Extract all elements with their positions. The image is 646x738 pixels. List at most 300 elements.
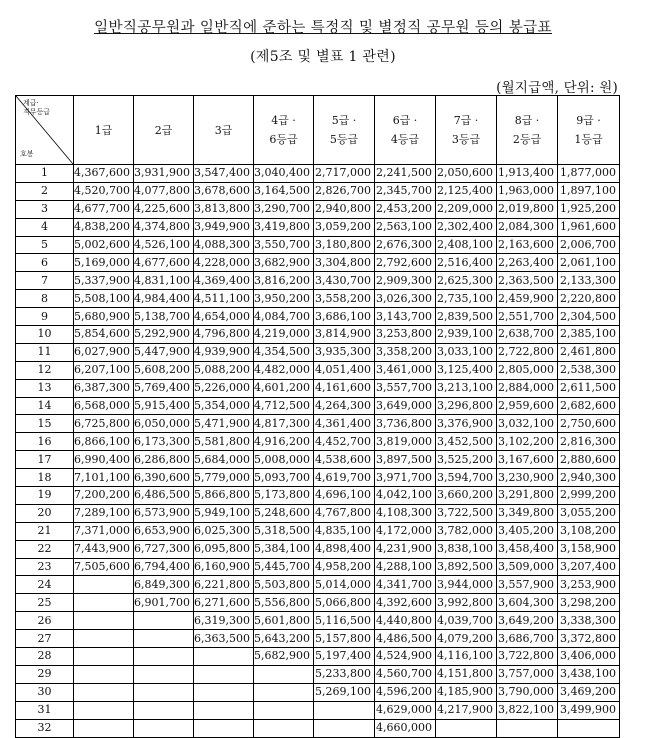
table-row <box>16 469 620 487</box>
table-row <box>16 343 620 361</box>
salary-cell: 5,866,800 <box>194 487 254 505</box>
salary-cell: 3,757,000 <box>497 665 558 683</box>
salary-cell: 2,061,100 <box>558 254 620 272</box>
salary-cell: 3,143,700 <box>375 308 436 326</box>
salary-cell: 3,338,300 <box>558 612 620 630</box>
salary-cell: 6,990,400 <box>74 451 134 469</box>
salary-cell: 4,392,600 <box>375 594 436 612</box>
salary-cell: 3,430,700 <box>314 272 375 290</box>
salary-cell: 3,557,700 <box>375 379 436 397</box>
step-number: 17 <box>16 451 74 469</box>
salary-cell: 3,557,900 <box>497 576 558 594</box>
salary-cell: 4,958,200 <box>314 558 375 576</box>
salary-cell: 4,796,800 <box>194 326 254 344</box>
step-number: 4 <box>16 218 74 236</box>
salary-cell: 2,163,600 <box>497 236 558 254</box>
step-number: 14 <box>16 397 74 415</box>
step-number: 20 <box>16 504 74 522</box>
salary-cell: 6,160,900 <box>194 558 254 576</box>
salary-cell: 2,940,800 <box>314 200 375 218</box>
salary-cell <box>74 630 134 648</box>
salary-cell: 6,387,300 <box>74 379 134 397</box>
table-row <box>16 719 620 737</box>
salary-cell: 4,084,700 <box>254 308 314 326</box>
salary-cell: 3,108,200 <box>558 522 620 540</box>
salary-cell: 3,897,500 <box>375 451 436 469</box>
salary-cell: 5,088,200 <box>194 361 254 379</box>
table-row <box>16 290 620 308</box>
salary-cell: 4,161,600 <box>314 379 375 397</box>
salary-cell: 2,792,600 <box>375 254 436 272</box>
step-number: 12 <box>16 361 74 379</box>
salary-cell: 2,263,400 <box>497 254 558 272</box>
salary-cell: 5,608,200 <box>134 361 194 379</box>
salary-cell: 4,042,100 <box>375 487 436 505</box>
salary-cell: 3,164,500 <box>254 182 314 200</box>
table-row <box>16 182 620 200</box>
salary-cell: 4,486,500 <box>375 630 436 648</box>
salary-cell: 4,482,000 <box>254 361 314 379</box>
step-number: 22 <box>16 540 74 558</box>
table-row <box>16 397 620 415</box>
salary-cell: 3,649,200 <box>497 612 558 630</box>
salary-cell <box>74 576 134 594</box>
corner-grade-label <box>23 99 50 117</box>
step-number: 30 <box>16 683 74 701</box>
salary-cell: 6,095,800 <box>194 540 254 558</box>
salary-cell: 4,367,600 <box>74 165 134 183</box>
step-number: 1 <box>16 165 74 183</box>
step-number: 32 <box>16 719 74 737</box>
salary-cell: 2,302,400 <box>436 218 497 236</box>
salary-cell: 4,538,600 <box>314 451 375 469</box>
salary-cell: 3,558,200 <box>314 290 375 308</box>
salary-cell: 4,219,000 <box>254 326 314 344</box>
salary-cell: 4,231,900 <box>375 540 436 558</box>
salary-cell: 2,805,000 <box>497 361 558 379</box>
salary-cell: 6,363,500 <box>194 630 254 648</box>
salary-cell: 7,200,200 <box>74 487 134 505</box>
salary-cell: 3,230,900 <box>497 469 558 487</box>
salary-cell: 2,884,000 <box>497 379 558 397</box>
salary-cell: 3,604,300 <box>497 594 558 612</box>
salary-cell: 2,408,100 <box>436 236 497 254</box>
page-title: 일반직공무원과 일반직에 준하는 특정직 및 별정직 공무원 등의 봉급표 <box>94 20 552 36</box>
step-number: 28 <box>16 648 74 666</box>
salary-cell: 2,735,100 <box>436 290 497 308</box>
salary-cell: 2,816,300 <box>558 433 620 451</box>
column-header-level: 2등급 <box>512 133 542 146</box>
salary-cell: 6,207,100 <box>74 361 134 379</box>
salary-cell: 5,248,600 <box>254 504 314 522</box>
table-row <box>16 487 620 505</box>
salary-cell: 6,319,300 <box>194 612 254 630</box>
salary-cell: 6,725,800 <box>74 415 134 433</box>
salary-cell: 3,790,000 <box>497 683 558 701</box>
salary-cell: 4,116,100 <box>436 648 497 666</box>
salary-cell: 3,838,100 <box>436 540 497 558</box>
salary-cell: 3,813,800 <box>194 200 254 218</box>
salary-cell: 4,361,400 <box>314 415 375 433</box>
corner-cell <box>16 96 74 165</box>
unit-note: (월지급액, 단위: 원) <box>496 80 618 96</box>
salary-cell: 5,233,800 <box>314 665 375 683</box>
step-number: 25 <box>16 594 74 612</box>
salary-cell: 3,822,100 <box>497 701 558 719</box>
step-number: 29 <box>16 665 74 683</box>
salary-cell: 4,264,300 <box>314 397 375 415</box>
salary-cell: 4,619,700 <box>314 469 375 487</box>
salary-cell: 2,999,200 <box>558 487 620 505</box>
step-number: 13 <box>16 379 74 397</box>
salary-cell: 4,898,400 <box>314 540 375 558</box>
step-number: 8 <box>16 290 74 308</box>
salary-cell: 5,008,000 <box>254 451 314 469</box>
salary-cell: 4,440,800 <box>375 612 436 630</box>
salary-cell: 3,944,000 <box>436 576 497 594</box>
salary-cell: 3,461,000 <box>375 361 436 379</box>
column-header-level: 6등급 <box>269 133 298 146</box>
salary-cell: 5,581,800 <box>194 433 254 451</box>
salary-cell: 3,180,800 <box>314 236 375 254</box>
salary-cell: 5,949,100 <box>194 504 254 522</box>
table-row <box>16 683 620 701</box>
salary-cell: 4,452,700 <box>314 433 375 451</box>
salary-cell: 1,963,000 <box>497 182 558 200</box>
salary-cell: 7,443,900 <box>74 540 134 558</box>
table-row <box>16 522 620 540</box>
table-row <box>16 648 620 666</box>
salary-cell: 5,779,000 <box>194 469 254 487</box>
salary-cell: 3,290,700 <box>254 200 314 218</box>
salary-cell: 5,643,200 <box>254 630 314 648</box>
salary-cell: 2,676,300 <box>375 236 436 254</box>
step-number: 18 <box>16 469 74 487</box>
salary-cell: 4,088,300 <box>194 236 254 254</box>
salary-cell: 2,050,600 <box>436 165 497 183</box>
salary-cell: 3,782,000 <box>436 522 497 540</box>
column-header <box>558 96 620 165</box>
step-number: 6 <box>16 254 74 272</box>
salary-cell: 3,419,800 <box>254 218 314 236</box>
salary-cell: 3,892,500 <box>436 558 497 576</box>
salary-cell: 6,901,700 <box>134 594 194 612</box>
column-header-grade: 4급 · <box>271 114 296 127</box>
salary-cell: 5,226,000 <box>194 379 254 397</box>
salary-cell: 4,108,300 <box>375 504 436 522</box>
step-number: 31 <box>16 701 74 719</box>
salary-cell: 4,939,900 <box>194 343 254 361</box>
salary-cell: 2,959,600 <box>497 397 558 415</box>
salary-cell: 6,173,300 <box>134 433 194 451</box>
salary-cell: 2,209,000 <box>436 200 497 218</box>
salary-cell: 3,207,400 <box>558 558 620 576</box>
salary-cell: 4,077,800 <box>134 182 194 200</box>
column-header <box>314 96 375 165</box>
column-header-grade: 5급 · <box>331 114 357 127</box>
salary-cell: 3,167,600 <box>497 451 558 469</box>
salary-cell: 3,405,200 <box>497 522 558 540</box>
salary-cell: 3,349,800 <box>497 504 558 522</box>
salary-cell: 2,125,400 <box>436 182 497 200</box>
salary-cell: 2,551,700 <box>497 308 558 326</box>
salary-cell: 3,213,100 <box>436 379 497 397</box>
salary-cell: 6,573,900 <box>134 504 194 522</box>
salary-cell: 5,854,600 <box>74 326 134 344</box>
header-row <box>16 96 620 165</box>
salary-cell: 1,925,200 <box>558 200 620 218</box>
salary-cell <box>254 665 314 683</box>
salary-cell: 4,654,000 <box>194 308 254 326</box>
salary-cell: 2,461,800 <box>558 343 620 361</box>
salary-cell <box>497 719 558 737</box>
salary-cell: 3,040,400 <box>254 165 314 183</box>
table-row <box>16 701 620 719</box>
step-number: 19 <box>16 487 74 505</box>
salary-cell: 3,026,300 <box>375 290 436 308</box>
salary-cell: 4,817,300 <box>254 415 314 433</box>
salary-cell: 6,286,800 <box>134 451 194 469</box>
step-number: 11 <box>16 343 74 361</box>
salary-cell: 3,816,200 <box>254 272 314 290</box>
salary-cell: 4,511,100 <box>194 290 254 308</box>
salary-table <box>15 95 620 738</box>
salary-cell: 3,550,700 <box>254 236 314 254</box>
salary-cell: 4,838,200 <box>74 218 134 236</box>
salary-cell: 4,369,400 <box>194 272 254 290</box>
salary-cell: 2,220,800 <box>558 290 620 308</box>
salary-cell: 5,680,900 <box>74 308 134 326</box>
salary-cell: 3,722,800 <box>497 648 558 666</box>
salary-cell: 2,006,700 <box>558 236 620 254</box>
salary-cell: 3,406,000 <box>558 648 620 666</box>
step-number: 23 <box>16 558 74 576</box>
salary-cell: 3,819,000 <box>375 433 436 451</box>
salary-cell: 4,601,200 <box>254 379 314 397</box>
step-number: 24 <box>16 576 74 594</box>
salary-cell: 4,172,000 <box>375 522 436 540</box>
salary-cell: 7,371,000 <box>74 522 134 540</box>
salary-cell <box>194 719 254 737</box>
salary-cell: 5,066,800 <box>314 594 375 612</box>
salary-cell: 1,877,000 <box>558 165 620 183</box>
step-number: 10 <box>16 326 74 344</box>
salary-cell <box>74 701 134 719</box>
salary-cell: 1,913,400 <box>497 165 558 183</box>
salary-cell: 2,682,600 <box>558 397 620 415</box>
salary-cell: 4,374,800 <box>134 218 194 236</box>
salary-cell: 5,503,800 <box>254 576 314 594</box>
salary-cell: 6,025,300 <box>194 522 254 540</box>
salary-cell: 3,736,800 <box>375 415 436 433</box>
salary-cell: 1,961,600 <box>558 218 620 236</box>
table-body <box>16 165 620 738</box>
table-row <box>16 630 620 648</box>
salary-cell: 5,093,700 <box>254 469 314 487</box>
salary-cell: 2,717,000 <box>314 165 375 183</box>
salary-cell: 3,992,800 <box>436 594 497 612</box>
salary-cell: 6,050,000 <box>134 415 194 433</box>
table-row <box>16 254 620 272</box>
salary-cell: 2,345,700 <box>375 182 436 200</box>
salary-cell <box>134 701 194 719</box>
table-row <box>16 379 620 397</box>
salary-cell: 6,653,900 <box>134 522 194 540</box>
salary-cell: 2,563,100 <box>375 218 436 236</box>
table-row <box>16 594 620 612</box>
salary-cell: 2,516,400 <box>436 254 497 272</box>
salary-cell <box>314 719 375 737</box>
step-number: 7 <box>16 272 74 290</box>
table-row <box>16 540 620 558</box>
salary-cell: 3,931,900 <box>134 165 194 183</box>
table-row <box>16 504 620 522</box>
salary-cell: 4,354,500 <box>254 343 314 361</box>
salary-cell: 2,638,700 <box>497 326 558 344</box>
salary-cell: 3,059,200 <box>314 218 375 236</box>
column-header-grade: 6급 · <box>392 114 418 127</box>
salary-cell: 2,241,500 <box>375 165 436 183</box>
corner-grade-line1: 계급· <box>23 99 39 107</box>
salary-cell: 3,102,200 <box>497 433 558 451</box>
salary-cell: 6,271,600 <box>194 594 254 612</box>
salary-cell: 2,133,300 <box>558 272 620 290</box>
salary-cell: 2,304,500 <box>558 308 620 326</box>
salary-cell: 3,358,200 <box>375 343 436 361</box>
salary-cell: 5,157,800 <box>314 630 375 648</box>
salary-cell: 3,438,100 <box>558 665 620 683</box>
column-header-grade: 9급 · <box>576 114 601 127</box>
salary-cell: 3,125,400 <box>436 361 497 379</box>
salary-cell: 4,225,600 <box>134 200 194 218</box>
salary-cell: 3,372,800 <box>558 630 620 648</box>
salary-cell: 4,288,100 <box>375 558 436 576</box>
salary-cell <box>134 612 194 630</box>
table-row <box>16 361 620 379</box>
salary-cell: 5,471,900 <box>194 415 254 433</box>
salary-cell: 6,027,900 <box>74 343 134 361</box>
salary-cell: 4,524,900 <box>375 648 436 666</box>
salary-cell: 3,686,100 <box>314 308 375 326</box>
salary-cell: 3,686,700 <box>497 630 558 648</box>
salary-cell: 5,292,900 <box>134 326 194 344</box>
salary-cell: 2,084,300 <box>497 218 558 236</box>
salary-cell: 7,505,600 <box>74 558 134 576</box>
table-row <box>16 308 620 326</box>
salary-cell: 3,469,200 <box>558 683 620 701</box>
table-row <box>16 236 620 254</box>
salary-cell: 5,445,700 <box>254 558 314 576</box>
salary-cell: 3,304,800 <box>314 254 375 272</box>
salary-cell: 5,138,700 <box>134 308 194 326</box>
salary-cell: 4,677,600 <box>134 254 194 272</box>
salary-cell: 1,897,100 <box>558 182 620 200</box>
salary-cell: 4,526,100 <box>134 236 194 254</box>
salary-cell: 2,939,100 <box>436 326 497 344</box>
salary-cell: 3,594,700 <box>436 469 497 487</box>
salary-cell: 6,568,000 <box>74 397 134 415</box>
salary-cell <box>74 719 134 737</box>
salary-cell: 4,916,200 <box>254 433 314 451</box>
salary-cell: 3,458,400 <box>497 540 558 558</box>
column-header-grade: 3급 <box>214 123 233 137</box>
table-row <box>16 165 620 183</box>
salary-cell: 6,849,300 <box>134 576 194 594</box>
salary-cell: 4,767,800 <box>314 504 375 522</box>
salary-cell: 6,794,400 <box>134 558 194 576</box>
salary-cell <box>254 701 314 719</box>
table-row <box>16 451 620 469</box>
salary-cell: 3,722,500 <box>436 504 497 522</box>
salary-cell: 2,750,600 <box>558 415 620 433</box>
salary-cell: 6,486,500 <box>134 487 194 505</box>
column-header <box>254 96 314 165</box>
salary-cell: 4,629,000 <box>375 701 436 719</box>
page-subtitle: (제5조 및 별표 1 관련) <box>250 49 396 65</box>
salary-cell <box>134 648 194 666</box>
step-number: 21 <box>16 522 74 540</box>
table-row <box>16 612 620 630</box>
salary-cell: 6,727,300 <box>134 540 194 558</box>
salary-cell: 5,318,500 <box>254 522 314 540</box>
salary-cell: 2,611,500 <box>558 379 620 397</box>
salary-cell: 4,696,100 <box>314 487 375 505</box>
salary-cell <box>74 648 134 666</box>
salary-cell: 5,447,900 <box>134 343 194 361</box>
salary-cell <box>74 612 134 630</box>
salary-cell: 4,984,400 <box>134 290 194 308</box>
salary-cell: 5,014,000 <box>314 576 375 594</box>
column-header-grade: 1급 <box>94 123 113 137</box>
salary-cell: 3,499,900 <box>558 701 620 719</box>
column-header <box>497 96 558 165</box>
salary-cell: 7,101,100 <box>74 469 134 487</box>
salary-cell: 5,601,800 <box>254 612 314 630</box>
salary-cell: 2,385,100 <box>558 326 620 344</box>
salary-cell: 2,453,200 <box>375 200 436 218</box>
salary-cell: 4,712,500 <box>254 397 314 415</box>
salary-cell: 3,296,800 <box>436 397 497 415</box>
step-number: 2 <box>16 182 74 200</box>
salary-cell: 3,032,100 <box>497 415 558 433</box>
salary-cell <box>74 665 134 683</box>
salary-cell <box>194 683 254 701</box>
salary-cell: 3,253,900 <box>558 576 620 594</box>
salary-cell <box>254 719 314 737</box>
salary-cell: 3,660,200 <box>436 487 497 505</box>
salary-cell <box>558 719 620 737</box>
table-row <box>16 326 620 344</box>
salary-cell: 3,055,200 <box>558 504 620 522</box>
salary-cell: 2,538,300 <box>558 361 620 379</box>
table-row <box>16 558 620 576</box>
salary-cell: 5,354,000 <box>194 397 254 415</box>
salary-cell: 4,835,100 <box>314 522 375 540</box>
salary-cell: 5,508,100 <box>74 290 134 308</box>
salary-cell: 2,019,800 <box>497 200 558 218</box>
column-header-level: 1등급 <box>574 133 603 146</box>
salary-cell: 4,051,400 <box>314 361 375 379</box>
salary-cell: 5,915,400 <box>134 397 194 415</box>
salary-cell: 4,079,200 <box>436 630 497 648</box>
salary-cell: 4,341,700 <box>375 576 436 594</box>
salary-cell: 3,649,000 <box>375 397 436 415</box>
salary-cell: 2,839,500 <box>436 308 497 326</box>
salary-cell: 4,831,100 <box>134 272 194 290</box>
salary-cell: 4,185,900 <box>436 683 497 701</box>
salary-cell <box>134 630 194 648</box>
salary-cell: 5,173,800 <box>254 487 314 505</box>
